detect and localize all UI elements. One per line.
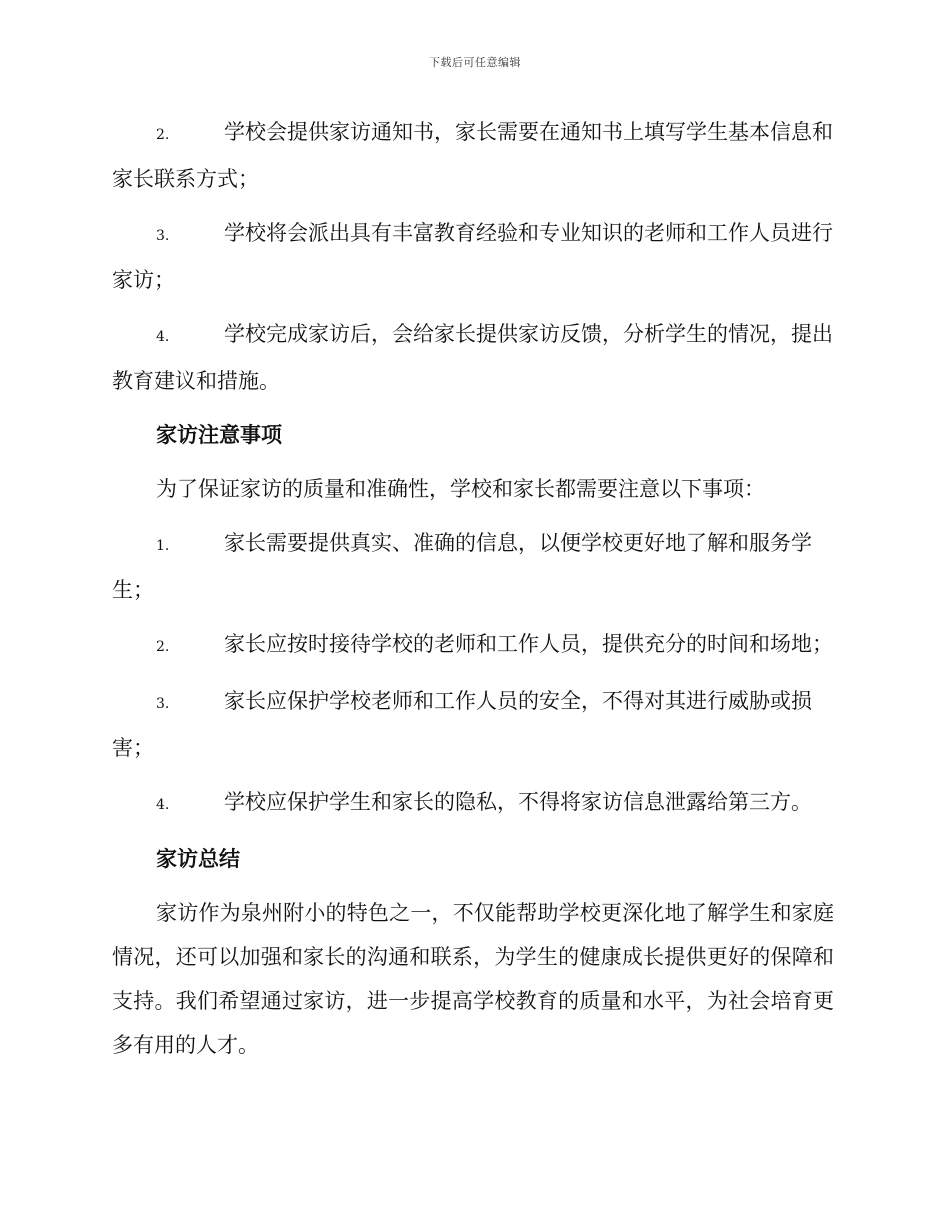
list-item-text: 学校将会派出具有丰富教育经验和专业知识的老师和工作人员进行家访； bbox=[112, 221, 833, 292]
section-heading-notes: 家访注意事项 bbox=[156, 423, 282, 447]
list-item-number: 1. bbox=[156, 538, 170, 554]
list-item bbox=[112, 780, 834, 827]
list-item bbox=[112, 211, 834, 302]
list-item-text: 家长应保护学校老师和工作人员的安全，不得对其进行威胁或损害； bbox=[112, 689, 812, 760]
list-item-number: 4. bbox=[156, 797, 170, 813]
list-item-text: 家长需要提供真实、准确的信息，以便学校更好地了解和服务学生； bbox=[112, 531, 812, 602]
list-item-number: 2. bbox=[156, 639, 170, 655]
list-item bbox=[112, 679, 834, 770]
list-item-number: 3. bbox=[156, 696, 170, 712]
list-item-number: 3. bbox=[156, 228, 170, 244]
list-item-number: 2. bbox=[156, 127, 170, 143]
list-item-text: 家长应按时接待学校的老师和工作人员，提供充分的时间和场地； bbox=[224, 632, 833, 656]
document-body bbox=[112, 110, 834, 1077]
page-header: 下载后可任意编辑 bbox=[429, 56, 521, 69]
list-item-text: 学校会提供家访通知书，家长需要在通知书上填写学生基本信息和家长联系方式； bbox=[112, 120, 833, 191]
list-item bbox=[112, 521, 834, 612]
list-item-text: 学校完成家访后，会给家长提供家访反馈，分析学生的情况，提出教育建议和措施。 bbox=[112, 322, 833, 393]
list-item-number: 4. bbox=[156, 329, 170, 345]
summary-paragraph: 家访作为泉州附小的特色之一，不仅能帮助学校更深化地了解学生和家庭情况，还可以加强和家长的沟通和联系，为学生的健康成长提供更好的保障和支持。我们希望通过家访，进一步提高学校教育的质量和水平，为社会培育更多有用的人才。 bbox=[112, 901, 834, 1057]
list-item bbox=[112, 312, 834, 403]
notes-intro: 为了保证家访的质量和准确性，学校和家长都需要注意以下事项： bbox=[156, 477, 765, 501]
list-item bbox=[112, 622, 834, 669]
section-heading-summary: 家访总结 bbox=[156, 847, 240, 871]
list-item-text: 学校应保护学生和家长的隐私，不得将家访信息泄露给第三方。 bbox=[224, 790, 812, 814]
list-item bbox=[112, 110, 834, 201]
